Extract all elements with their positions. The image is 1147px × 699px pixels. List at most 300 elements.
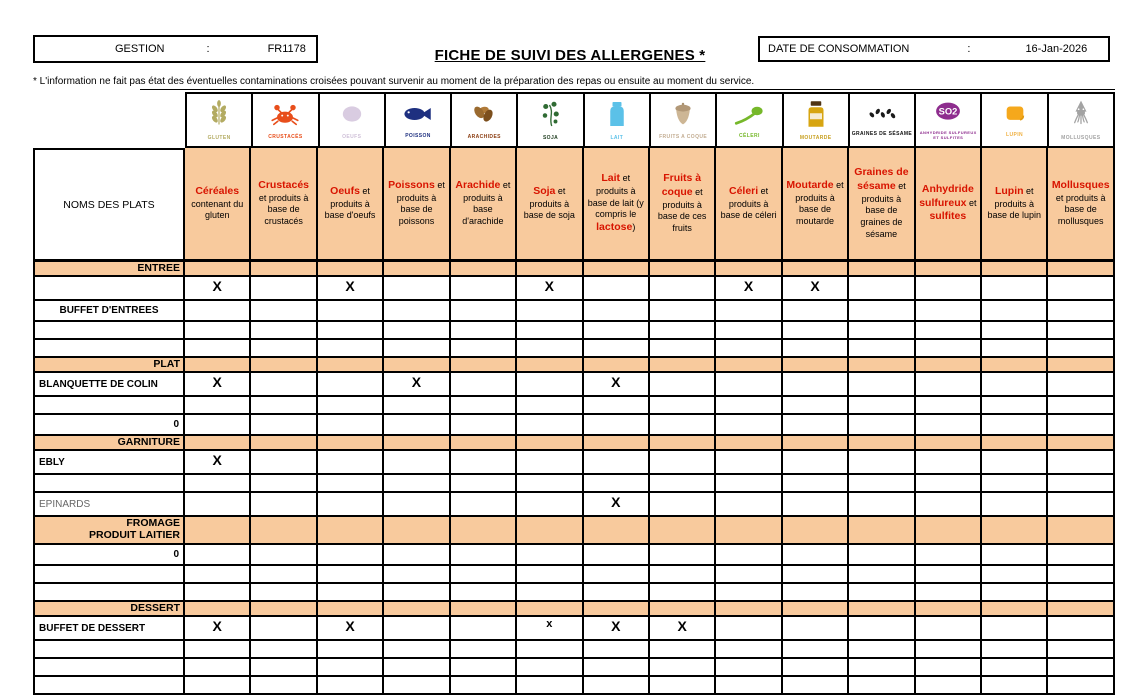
empty-dish-cell [33,340,185,358]
section-band-cell [849,602,915,617]
section-band-cell [849,517,915,545]
allergen-cell-mollusques [1048,373,1114,397]
allergen-cell-lait [584,277,650,301]
allergen-header-poissons [384,148,450,262]
allergen-cell-crustaces [251,277,317,301]
fruits-a-coque-icon [667,100,699,133]
allergen-cell-celeri [716,415,782,436]
allergen-icon-label-cereales: GLUTEN [207,134,231,141]
allergen-cell-anhydride-sulfureux [916,566,982,584]
allergen-icon-label-crustaces: CRUSTACÉS [268,133,303,140]
section-band-cell [584,358,650,373]
empty-dish-cell [33,322,185,340]
allergen-cell-oeufs [318,340,384,358]
allergen-cell-lupin [982,397,1048,415]
allergen-cell-oeufs [318,415,384,436]
section-band-cell [451,517,517,545]
allergen-cell-lupin [982,617,1048,641]
allergen-icon-label-poissons: POISSON [405,132,431,139]
allergen-cell-lait [584,475,650,493]
allergen-cell-soja [517,340,583,358]
allergen-cell-anhydride-sulfureux [916,617,982,641]
allergen-icon-cell-anhydride-sulfureux [916,92,982,148]
allergen-mark: X [544,278,554,294]
allergen-cell-celeri [716,493,782,517]
allergen-cell-mollusques [1048,415,1114,436]
allergen-cell-poissons [384,322,450,340]
allergen-mark: X [743,278,754,294]
allergen-cell-lait [584,415,650,436]
allergen-icon-cell-fruits-a-coque [651,92,717,148]
allergen-icon-cell-mollusques [1049,92,1115,148]
allergen-mark: x [546,618,553,630]
allergen-cell-lupin [982,677,1048,695]
allergen-cell-fruits-a-coque [650,677,716,695]
allergen-cell-anhydride-sulfureux [916,641,982,659]
allergen-cell-lupin [982,373,1048,397]
dish-name: 0 [33,545,185,566]
allergen-cell-oeufs [318,277,384,301]
allergen-cell-celeri [716,677,782,695]
allergen-cell-crustaces [251,340,317,358]
section-band-cell [849,436,915,451]
table-row [33,545,1115,566]
allergen-icon-cell-oeufs [320,92,386,148]
allergen-mark: X [212,278,222,294]
allergen-cell-mollusques [1048,545,1114,566]
allergen-cell-soja [517,584,583,602]
section-band-row [33,358,1115,373]
svg-text:SO2: SO2 [938,106,958,117]
allergen-icon-cell-crustaces [253,92,319,148]
date-value: 16-Jan-2026 [1025,43,1088,55]
allergen-cell-crustaces [251,475,317,493]
allergen-cell-crustaces [251,301,317,322]
allergen-cell-fruits-a-coque [650,301,716,322]
allergen-cell-cereales [185,373,251,397]
allergen-cell-soja [517,322,583,340]
allergen-icon-label-lait: LAIT [610,134,624,141]
allergen-cell-cereales [185,617,251,641]
allergen-cell-lupin [982,301,1048,322]
allergen-cell-anhydride-sulfureux [916,475,982,493]
section-band-cell [982,358,1048,373]
table-row [33,493,1115,517]
empty-dish-cell [33,641,185,659]
section-band-cell [384,358,450,373]
allergen-name: Lait [601,172,621,185]
allergen-cell-cereales [185,277,251,301]
allergen-cell-fruits-a-coque [650,617,716,641]
allergen-desc: et produits à base d'arachide [462,180,511,227]
allergen-cell-crustaces [251,415,317,436]
allergen-cell-mollusques [1048,301,1114,322]
allergen-cell-arachide [451,475,517,493]
allergen-cell-crustaces [251,617,317,641]
allergen-cell-soja [517,277,583,301]
allergen-cell-poissons [384,677,450,695]
allergen-cell-crustaces [251,493,317,517]
allergen-cell-cereales [185,415,251,436]
allergen-cell-mollusques [1048,566,1114,584]
allergen-header-lupin [982,148,1048,262]
allergen-desc: et produits à base de ces fruits [657,186,707,233]
allergen-cell-cereales [185,301,251,322]
section-band-cell [916,436,982,451]
allergen-cell-anhydride-sulfureux [916,677,982,695]
allergen-cell-anhydride-sulfureux [916,493,982,517]
allergen-cell-soja [517,677,583,695]
allergen-header-soja [517,148,583,262]
allergen-header-arachide [451,148,517,262]
empty-dish-cell [33,277,185,301]
allergen-cell-graines-de-sesame [849,340,915,358]
allergen-cell-lupin [982,277,1048,301]
section-band-cell [783,262,849,277]
allergen-cell-soja [517,475,583,493]
allergen-name: Crustacés [258,179,310,192]
allergen-cell-mollusques [1048,584,1114,602]
section-band-cell [251,602,317,617]
allergen-cell-cereales [185,641,251,659]
allergen-cell-soja [517,493,583,517]
section-band-cell [783,436,849,451]
table-row [33,617,1115,641]
lupin-icon [1000,102,1030,131]
section-band-cell [849,262,915,277]
allergen-cell-lait [584,301,650,322]
empty-dish-cell [33,659,185,677]
section-band-cell [982,436,1048,451]
allergen-name: Lupin [994,184,1024,197]
allergen-name: Céleri [728,184,759,197]
section-band-cell [650,517,716,545]
allergen-cell-celeri [716,397,782,415]
allergen-cell-lupin [982,584,1048,602]
allergen-cell-anhydride-sulfureux [916,301,982,322]
celeri-icon [732,101,766,132]
section-band-cell [916,517,982,545]
allergen-cell-oeufs [318,617,384,641]
empty-dish-cell [33,566,185,584]
allergen-cell-mollusques [1048,451,1114,475]
section-band-cell [716,602,782,617]
allergen-cell-lupin [982,641,1048,659]
empty-dish-cell [33,475,185,493]
poissons-icon [401,101,435,132]
section-band-cell [1048,262,1114,277]
section-band-cell [517,262,583,277]
dish-name: BUFFET DE DESSERT [33,617,185,641]
allergen-cell-fruits-a-coque [650,340,716,358]
allergen-cell-oeufs [318,566,384,584]
allergen-cell-poissons [384,566,450,584]
section-label: GARNITURE [33,436,185,451]
section-band-row [33,602,1115,617]
allergen-header-lait [584,148,650,262]
allergen-cell-moutarde [783,641,849,659]
oeufs-icon [336,100,368,133]
allergen-mark: X [611,374,621,390]
allergen-cell-lait [584,677,650,695]
allergen-icon-label-celeri: CÉLERI [739,132,760,139]
section-band-cell [982,517,1048,545]
allergen-mark: X [345,618,355,634]
cereales-icon [204,99,234,134]
allergen-cell-celeri [716,617,782,641]
allergen-icon-cell-lait [585,92,651,148]
allergen-icon-label-anhydride-sulfureux: ANHYDRIDE SULFUREUX ET SULFITES [919,130,977,140]
allergen-desc: et produits à base de lait (y compris le [587,173,644,220]
table-row [33,475,1115,493]
allergen-cell-lait [584,641,650,659]
allergen-cell-soja [517,617,583,641]
allergen-cell-cereales [185,659,251,677]
allergen-cell-moutarde [783,415,849,436]
table-row [33,451,1115,475]
allergen-cell-poissons [384,301,450,322]
allergen-cell-arachide [451,451,517,475]
allergen-mark: X [611,494,621,510]
allergen-cell-anhydride-sulfureux [916,322,982,340]
table-row [33,301,1115,322]
table-row [33,677,1115,695]
allergen-cell-cereales [185,566,251,584]
section-label: PLAT [33,358,185,373]
allergen-cell-cereales [185,451,251,475]
allergen-cell-cereales [185,475,251,493]
allergen-cell-fruits-a-coque [650,566,716,584]
allergen-cell-fruits-a-coque [650,451,716,475]
allergen-header-mollusques [1048,148,1114,262]
allergen-cell-cereales [185,584,251,602]
anhydride-sulfureux-icon [931,100,965,129]
allergen-cell-arachide [451,373,517,397]
allergen-icon-label-mollusques: MOLLUSQUES [1061,134,1101,141]
allergen-icon-label-moutarde: MOUTARDE [799,134,832,141]
allergen-cell-graines-de-sesame [849,584,915,602]
section-band-cell [982,262,1048,277]
section-band-cell [251,517,317,545]
allergen-desc: et produits à base d'oeufs [324,185,376,221]
graines-de-sesame-icon [865,103,899,130]
allergen-cell-fruits-a-coque [650,475,716,493]
allergen-cell-fruits-a-coque [650,397,716,415]
allergen-cell-moutarde [783,301,849,322]
allergen-cell-fruits-a-coque [650,322,716,340]
allergen-cell-graines-de-sesame [849,566,915,584]
allergen-cell-moutarde [783,373,849,397]
allergen-name: Soja [533,184,556,197]
section-band-cell [584,517,650,545]
allergen-cell-soja [517,373,583,397]
allergen-cell-lupin [982,493,1048,517]
allergen-cell-poissons [384,451,450,475]
section-band-cell [783,602,849,617]
gestion-colon: : [206,43,210,55]
allergen-cell-oeufs [318,373,384,397]
table-row [33,415,1115,436]
allergen-desc: et produits à base de lupin [987,185,1042,221]
allergen-cell-poissons [384,397,450,415]
page-title: FICHE DE SUIVI DES ALLERGENES * [434,47,706,64]
allergen-cell-crustaces [251,584,317,602]
dish-name: EBLY [33,451,185,475]
allergen-cell-lait [584,566,650,584]
allergen-cell-moutarde [783,475,849,493]
allergen-cell-moutarde [783,566,849,584]
allergen-cell-lait [584,659,650,677]
section-band-cell [185,517,251,545]
allergen-cell-lupin [982,566,1048,584]
gestion-label: GESTION [115,43,165,55]
allergen-cell-arachide [451,322,517,340]
allergen-cell-crustaces [251,659,317,677]
allergen-cell-oeufs [318,641,384,659]
section-band-cell [584,436,650,451]
allergen-cell-fruits-a-coque [650,277,716,301]
allergen-cell-poissons [384,617,450,641]
allergen-cell-cereales [185,340,251,358]
dish-name: BLANQUETTE DE COLIN [33,373,185,397]
section-band-cell [451,602,517,617]
allergen-cell-anhydride-sulfureux [916,451,982,475]
allergen-cell-graines-de-sesame [849,373,915,397]
allergen-cell-moutarde [783,584,849,602]
section-band-cell [384,436,450,451]
allergen-name: Poissons [388,179,435,192]
allergen-cell-celeri [716,659,782,677]
allergen-icon-cell-graines-de-sesame [850,92,916,148]
allergen-icon-cell-moutarde [784,92,850,148]
mollusques-icon [1068,99,1094,134]
allergen-cell-anhydride-sulfureux [916,373,982,397]
allergen-icon-cell-soja [518,92,584,148]
allergen-cell-moutarde [783,677,849,695]
allergen-cell-celeri [716,451,782,475]
allergen-cell-lupin [982,451,1048,475]
allergen-desc: et produits à base de mollusques [1055,192,1106,227]
allergen-cell-oeufs [318,493,384,517]
allergen-cell-anhydride-sulfureux [916,277,982,301]
allergen-cell-celeri [716,301,782,322]
section-band-cell [716,436,782,451]
section-band-cell [1048,358,1114,373]
allergen-icon-label-lupin: LUPIN [1006,131,1024,138]
allergen-cell-fruits-a-coque [650,641,716,659]
header-row [33,148,1115,262]
allergen-cell-oeufs [318,584,384,602]
allergen-cell-moutarde [783,545,849,566]
allergen-desc: et produits à base de moutarde [795,180,844,227]
allergen-cell-graines-de-sesame [849,641,915,659]
allergen-header-anhydride-sulfureux [916,148,982,262]
allergen-cell-mollusques [1048,475,1114,493]
allergen-cell-moutarde [783,493,849,517]
allergen-icon-label-soja: SOJA [542,134,559,141]
allergen-cell-lupin [982,659,1048,677]
allergen-cell-poissons [384,659,450,677]
section-band-cell [916,262,982,277]
allergen-cell-graines-de-sesame [849,451,915,475]
allergen-mark: X [212,618,222,634]
allergen-cell-crustaces [251,451,317,475]
allergen-cell-arachide [451,584,517,602]
section-band-row [33,436,1115,451]
allergen-cell-anhydride-sulfureux [916,659,982,677]
gestion-value: FR1178 [267,43,306,55]
section-band-cell [849,358,915,373]
section-band-cell [517,436,583,451]
empty-dish-cell [33,584,185,602]
allergen-cell-mollusques [1048,617,1114,641]
allergen-cell-arachide [451,545,517,566]
allergen-cell-arachide [451,493,517,517]
section-band-cell [384,517,450,545]
allergen-desc: et produits à base de graines de sésame [860,181,906,239]
allergen-header-moutarde [783,148,849,262]
section-band-cell [318,436,384,451]
allergen-header-oeufs [318,148,384,262]
allergen-icon-label-arachide: ARACHIDES [467,133,501,140]
allergen-icon-label-oeufs: OEUFS [342,133,362,140]
allergen-cell-crustaces [251,373,317,397]
allergen-cell-soja [517,659,583,677]
allergen-name: Graines de sésame [854,166,909,193]
section-band-cell [517,602,583,617]
allergen-cell-poissons [384,493,450,517]
empty-dish-cell [33,677,185,695]
allergen-cell-poissons [384,340,450,358]
allergen-cell-soja [517,415,583,436]
allergen-cell-mollusques [1048,340,1114,358]
date-box [758,36,1110,62]
section-band-cell [1048,517,1114,545]
allergen-icon-cell-cereales [185,92,253,148]
allergen-cell-soja [517,397,583,415]
section-band-cell [451,358,517,373]
allergen-cell-oeufs [318,301,384,322]
allergen-cell-poissons [384,373,450,397]
allergen-cell-fruits-a-coque [650,493,716,517]
allergen-name: lactose [596,221,633,234]
section-band-cell [251,262,317,277]
allergen-cell-mollusques [1048,322,1114,340]
allergen-cell-celeri [716,545,782,566]
section-label: FROMAGE PRODUIT LAITIER [33,517,185,545]
allergen-cell-soja [517,566,583,584]
allergen-cell-soja [517,641,583,659]
allergen-cell-celeri [716,373,782,397]
allergen-mark: X [212,374,222,390]
allergen-cell-anhydride-sulfureux [916,584,982,602]
table-row [33,340,1115,358]
allergen-header-fruits-a-coque [650,148,716,262]
section-band-row [33,517,1115,545]
allergen-cell-anhydride-sulfureux [916,415,982,436]
allergen-cell-graines-de-sesame [849,415,915,436]
allergen-cell-arachide [451,617,517,641]
allergen-header-celeri [716,148,782,262]
dish-name: BUFFET D'ENTREES [33,301,185,322]
allergen-cell-lait [584,617,650,641]
allergen-mark: X [212,452,222,468]
section-band-cell [318,262,384,277]
section-band-cell [716,517,782,545]
allergen-name: Mollusques [1051,179,1110,192]
allergen-mark: X [345,278,355,294]
allergen-cell-graines-de-sesame [849,677,915,695]
